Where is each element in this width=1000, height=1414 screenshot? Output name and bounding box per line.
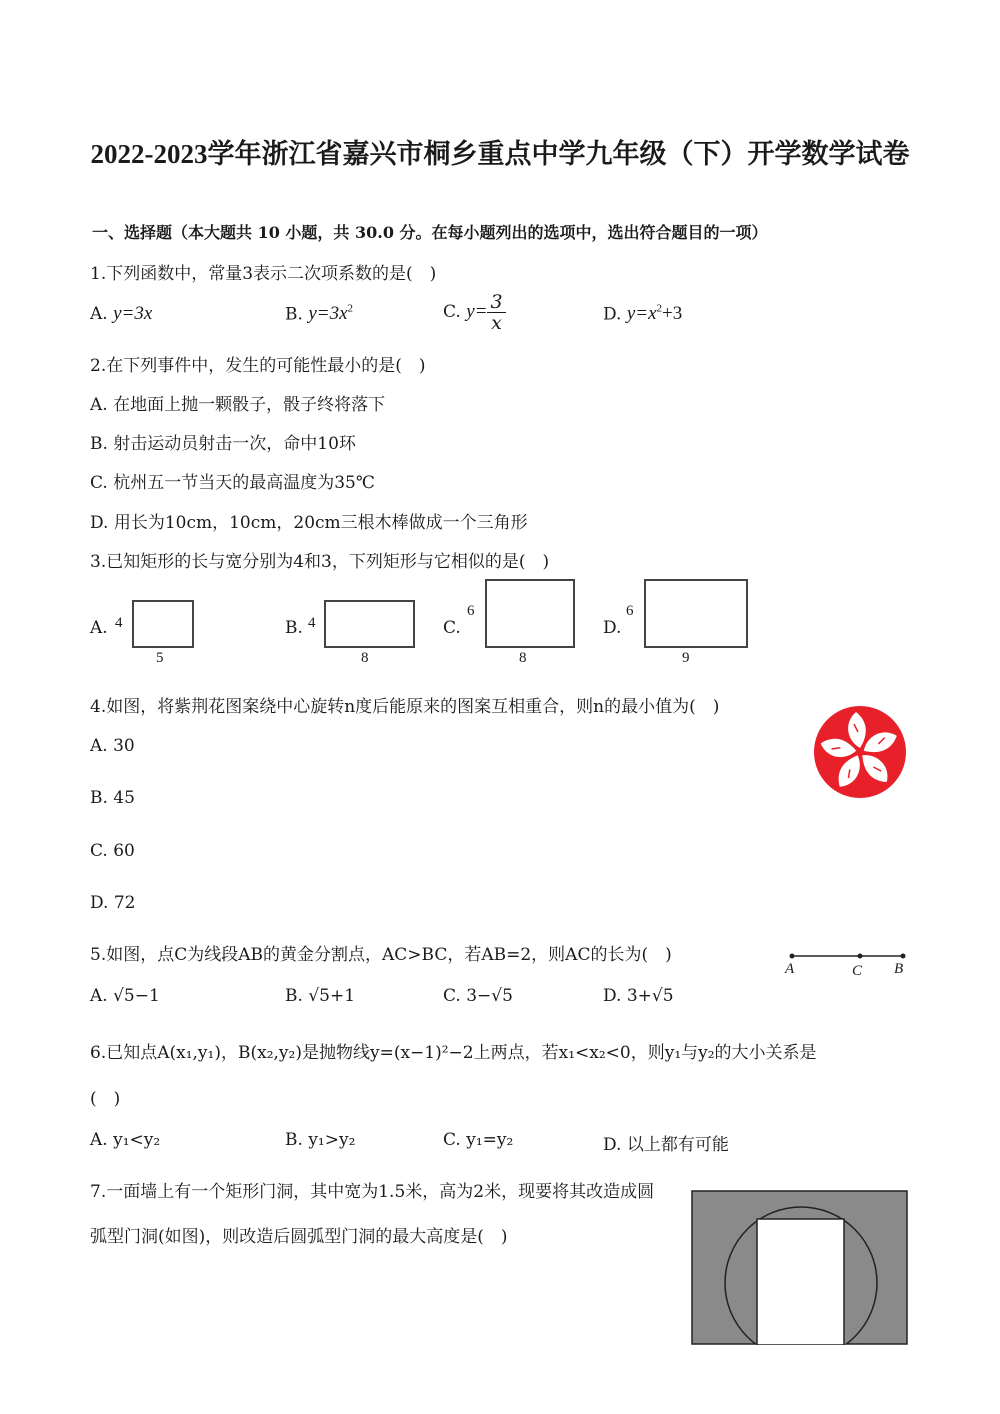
question-3-stem: 3.已知矩形的长与宽分别为4和3，下列矩形与它相似的是( ) xyxy=(90,552,550,572)
point-b-label: B xyxy=(894,961,904,977)
option-letter: D. xyxy=(603,986,622,1006)
segment-ab-figure xyxy=(780,945,910,985)
q3-option-d-width: 9 xyxy=(682,650,690,666)
q3-option-a-rectangle[interactable] xyxy=(132,600,194,648)
q3-option-d-height: 6 xyxy=(626,603,634,619)
option-letter: B. xyxy=(285,304,303,325)
q3-option-c-height: 6 xyxy=(467,603,475,619)
question-1-stem: 1.下列函数中，常量3表示二次项系数的是( ) xyxy=(90,264,437,284)
q1-option-a[interactable] xyxy=(90,303,152,325)
q6-option-b-formula: y₁>y₂ xyxy=(308,1130,356,1150)
question-6-stem: 6.已知点A(x₁,y₁)，B(x₂,y₂)是抛物线y=(x−1)²−2上两点，若x₁<x₂<0，则y₁与y₂的大小关系是 xyxy=(90,1043,817,1063)
q2-option-d[interactable]: D. 用长为10cm，10cm，20cm三根木棒做成一个三角形 xyxy=(90,513,528,533)
arch-door-figure xyxy=(691,1190,908,1345)
q1-option-c[interactable] xyxy=(443,292,506,333)
q3-option-a-width: 5 xyxy=(156,650,164,666)
question-5-stem: 5.如图，点C为线段AB的黄金分割点，AC>BC，若AB=2，则AC的长为( ) xyxy=(90,945,672,965)
option-letter: A. xyxy=(90,986,108,1006)
q2-option-c[interactable]: C. 杭州五一节当天的最高温度为35℃ xyxy=(90,473,375,493)
option-letter: D. xyxy=(603,1135,622,1155)
question-2-stem: 2.在下列事件中，发生的可能性最小的是( ) xyxy=(90,356,426,376)
q3-option-d-rectangle[interactable] xyxy=(644,579,748,648)
q2-option-a[interactable]: A. 在地面上抛一颗骰子，骰子终将落下 xyxy=(90,395,386,415)
q6-option-b[interactable] xyxy=(285,1130,355,1150)
q5-option-c[interactable] xyxy=(443,986,513,1006)
q3-option-c-width: 8 xyxy=(519,650,527,666)
q1-option-d[interactable] xyxy=(603,303,682,325)
q6-option-a-formula: y₁<y₂ xyxy=(113,1130,161,1150)
option-letter: B. xyxy=(285,1130,303,1150)
q4-option-a[interactable]: A. 30 xyxy=(90,736,135,756)
q5-option-b[interactable] xyxy=(285,986,355,1006)
q5-option-c-formula: 3−√5 xyxy=(466,986,513,1006)
bauhinia-emblem-figure xyxy=(812,704,908,800)
q1-option-d-formula: $y=x^2+3$ xyxy=(626,303,683,325)
q4-option-c[interactable]: C. 60 xyxy=(90,841,135,861)
option-letter: A. xyxy=(90,304,108,324)
q3-option-c-rectangle[interactable] xyxy=(485,579,575,648)
section-heading: 一、选择题（本大题共 10 小题，共 30.0 分。在每小题列出的选项中，选出符合题目的一项） xyxy=(92,223,768,242)
q5-option-a[interactable] xyxy=(90,986,160,1006)
option-letter: D. xyxy=(603,304,622,325)
q6-option-c[interactable] xyxy=(443,1130,513,1150)
q1-option-a-formula: y=3x xyxy=(113,303,153,324)
q1-option-b[interactable] xyxy=(285,303,353,325)
option-letter: B. xyxy=(285,986,303,1006)
q3-option-b-rectangle[interactable] xyxy=(324,600,415,648)
option-letter: C. xyxy=(443,986,461,1006)
option-letter: A. xyxy=(90,1130,108,1150)
q1-option-c-fraction: $\frac{3}{x}$ xyxy=(487,292,505,333)
q3-option-b-width: 8 xyxy=(361,650,369,666)
question-6-stem-continued: ( ) xyxy=(90,1089,121,1109)
point-a-label: A xyxy=(785,961,795,977)
q6-option-d[interactable] xyxy=(603,1130,729,1155)
q1-option-b-formula: $y=3x^2$ xyxy=(308,303,353,325)
q5-option-d-formula: 3+√5 xyxy=(626,986,674,1006)
q4-option-d[interactable]: D. 72 xyxy=(90,893,136,913)
q3-option-b-height: 4 xyxy=(308,615,316,631)
q5-option-a-formula: √5−1 xyxy=(113,986,160,1006)
q4-option-b[interactable]: B. 45 xyxy=(90,788,135,808)
q5-option-b-formula: √5+1 xyxy=(308,986,356,1006)
option-letter: C. xyxy=(443,1130,461,1150)
q3-option-d-letter[interactable]: D. xyxy=(603,618,622,638)
point-c-label: C xyxy=(852,963,863,979)
page-title: 2022-2023学年浙江省嘉兴市桐乡重点中学九年级（下）开学数学试卷 xyxy=(90,139,910,169)
q1-option-c-formula: y= xyxy=(466,301,488,322)
q3-option-a-letter[interactable]: A. xyxy=(90,618,108,638)
q6-option-c-formula: y₁=y₂ xyxy=(466,1130,514,1150)
q6-option-a[interactable] xyxy=(90,1130,160,1150)
question-4-stem: 4.如图，将紫荆花图案绕中心旋转n度后能原来的图案互相重合，则n的最小值为( ) xyxy=(90,697,720,717)
option-letter: C. xyxy=(443,302,461,322)
q6-option-d-formula: 以上都有可能 xyxy=(626,1135,729,1155)
question-7-stem-line2: 弧型门洞(如图)，则改造后圆弧型门洞的最大高度是( ) xyxy=(90,1227,508,1247)
q3-option-a-height: 4 xyxy=(115,615,123,631)
q2-option-b[interactable]: B. 射击运动员射击一次，命中10环 xyxy=(90,434,356,454)
q5-option-d[interactable] xyxy=(603,986,674,1006)
question-7-stem-line1: 7.一面墙上有一个矩形门洞，其中宽为1.5米，高为2米，现要将其改造成圆 xyxy=(90,1182,655,1202)
q3-option-c-letter[interactable]: C. xyxy=(443,618,461,638)
q3-option-b-letter[interactable]: B. xyxy=(285,618,303,638)
